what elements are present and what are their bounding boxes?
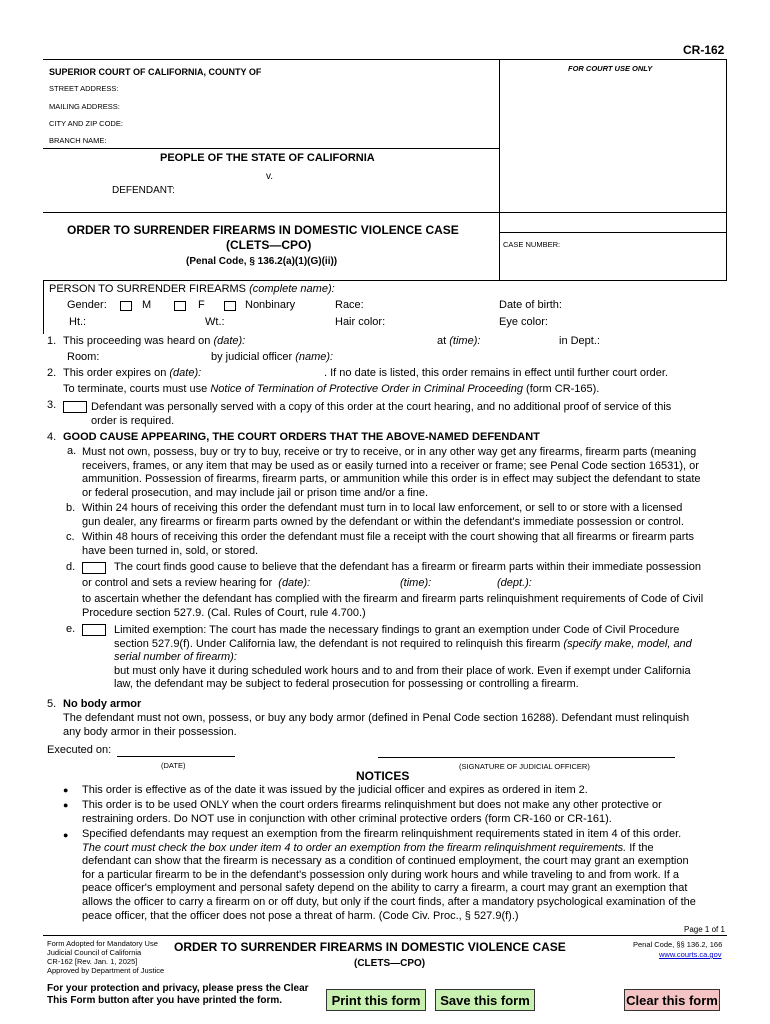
item4e-label: e. bbox=[66, 623, 76, 635]
notice-2: This order is to be used ONLY when the court orders firearms relinquishment but does not make any other protective or restraining orders. Do NOT use in conjunction with other criminal protective orders (form CR-160 or CR-161). bbox=[82, 799, 662, 825]
person-left-border bbox=[43, 281, 44, 334]
item5-text: The defendant must not own, possess, or buy any body armor (defined in Penal Code section 16288). Defendant must relinquish any body armor in their possession. bbox=[63, 712, 690, 738]
parties-bottom-line bbox=[43, 212, 727, 213]
save-form-button[interactable]: Save this form bbox=[435, 989, 535, 1011]
item1-text: This proceeding was heard on (date): bbox=[63, 335, 246, 347]
notice-1: This order is effective as of the date it was issued by the judicial officer and expires as ordered in item 2. bbox=[82, 784, 588, 796]
title-bottom-line bbox=[43, 280, 727, 281]
item4-heading: GOOD CAUSE APPEARING, THE COURT ORDERS THAT THE ABOVE-NAMED DEFENDANT bbox=[63, 431, 540, 443]
item4-number: 4. bbox=[47, 431, 57, 443]
privacy-note: For your protection and privacy, please press the Clear This Form button after you have printed the form. bbox=[47, 983, 309, 1006]
executed-label: Executed on: bbox=[47, 744, 112, 756]
item2-text2: . If no date is listed, this order remains in effect until further court order. bbox=[324, 367, 669, 379]
footer-code: Penal Code, §§ 136.2, 166 bbox=[633, 940, 723, 949]
footer-subtitle: (CLETS—CPO) bbox=[354, 958, 426, 969]
item3-line1: Defendant was personally served with a copy of this order at the court hearing, and no additional proof of service of this bbox=[91, 401, 672, 413]
adopted-text: Form Adopted for Mandatory Use Judicial Council of California CR-162 [Rev. Jan. 1, 2025] Approved by Department of Justice bbox=[47, 939, 165, 975]
top-border bbox=[43, 59, 727, 60]
item4d-line2: or control and sets a review hearing for (date): bbox=[82, 577, 311, 589]
penal-code-ref: (Penal Code, § 136.2(a)(1)(G)(ii)) bbox=[186, 256, 338, 267]
gender-m-label: M bbox=[142, 299, 152, 311]
item3-line2: order is required. bbox=[91, 415, 175, 427]
item4a-label: a. bbox=[67, 445, 77, 457]
item4d-checkbox[interactable] bbox=[82, 562, 106, 574]
item4c-label: c. bbox=[66, 531, 75, 543]
item4d-label: d. bbox=[66, 561, 76, 573]
weight-label: Wt.: bbox=[205, 316, 225, 328]
gender-m-checkbox[interactable] bbox=[120, 301, 132, 311]
item4d-dept: (dept.): bbox=[497, 577, 532, 589]
race-label: Race: bbox=[335, 299, 364, 311]
item3-checkbox[interactable] bbox=[63, 401, 87, 413]
form-id: CR-162 bbox=[683, 43, 725, 57]
page-number: Page 1 of 1 bbox=[684, 925, 725, 934]
versus: v. bbox=[266, 171, 274, 182]
item4a-text: Must not own, possess, buy or try to buy, receive or try to receive, or in any other way get any firearms, firearm parts (meaning receivers, frames, or any item that may be used as or easily turned into a receiver or frame; see Penal Code section 16531), or ammunition. Possession of firearms, firearm parts, or ammunition while this order is in effect may subject the defendant to state or federal prosecution, and may include jail or prison time and/or a fine. bbox=[82, 446, 701, 499]
bullet-icon: ● bbox=[63, 785, 69, 795]
item2-terminate: To terminate, courts must use Notice of Termination of Protective Order in Criminal Proceeding (form CR-165). bbox=[63, 383, 600, 395]
bullet-icon: ● bbox=[63, 800, 69, 810]
notice-3: Specified defendants may request an exemption from the firearm relinquishment requirements stated in item 4 of this order. The court must check the box under item 4 to order an exemption from the firearm relinquishment requirements. If the defendant can show that the firearm is necessary as a condition of continued employment, the court may grant an exemption for a particular firearm to be in the defendant's possession only during work hours and while traveling to and from work. If a peace officer's employment and personal safety depend on the ability to carry a firearm, a court may grant an exemption that allows the officer to carry a firearm on or off duty, but only if the court finds, after a mandatory psychological examination of the peace officer, that the officer does not pose a threat of harm. (Code Civ. Proc., § 527.9(f).) bbox=[82, 828, 696, 922]
date-caption: (DATE) bbox=[161, 761, 186, 770]
item4e-checkbox[interactable] bbox=[82, 624, 106, 636]
item4d-time: (time): bbox=[400, 577, 432, 589]
item2-text: This order expires on (date): bbox=[63, 367, 202, 379]
order-title: ORDER TO SURRENDER FIREARMS IN DOMESTIC VIOLENCE CASE bbox=[67, 223, 459, 237]
height-label: Ht.: bbox=[69, 316, 87, 328]
gender-nonbinary-checkbox[interactable] bbox=[224, 301, 236, 311]
footer-line bbox=[43, 935, 727, 936]
signature-line[interactable] bbox=[378, 757, 675, 758]
gender-nonbinary-label: Nonbinary bbox=[245, 299, 296, 311]
item1-number: 1. bbox=[47, 335, 57, 347]
date-line[interactable] bbox=[117, 756, 235, 757]
item4d-text: to ascertain whether the defendant has complied with the firearm and firearm parts relinquishment requirements of Code of Civil Procedure section 527.9. (Cal. Rules of Court, rule 4.700.) bbox=[82, 593, 704, 619]
court-info-bottom-line bbox=[43, 148, 500, 149]
mailing-address-label: MAILING ADDRESS: bbox=[49, 102, 120, 111]
footer-title: ORDER TO SURRENDER FIREARMS IN DOMESTIC VIOLENCE CASE bbox=[174, 940, 566, 954]
gender-f-label: F bbox=[198, 299, 205, 311]
bullet-icon: ● bbox=[63, 830, 69, 840]
dob-label: Date of birth: bbox=[499, 299, 562, 311]
hair-color-label: Hair color: bbox=[335, 316, 386, 328]
item2-number: 2. bbox=[47, 367, 57, 379]
notices-heading: NOTICES bbox=[356, 769, 410, 783]
item4d-line1: The court finds good cause to believe that the defendant has a firearm or firearm parts within their immediate possession bbox=[114, 561, 701, 573]
item4b-text: Within 24 hours of receiving this order the defendant must turn in to local law enforcement, or sell to or store with a licensed gun dealer, any firearms or firearm parts owned by the defendant or within the defendant's immediate possession or control. bbox=[82, 502, 684, 528]
case-number-label: CASE NUMBER: bbox=[503, 240, 561, 249]
item1-time: at (time): bbox=[437, 335, 481, 347]
eye-color-label: Eye color: bbox=[499, 316, 548, 328]
defendant-label: DEFENDANT: bbox=[112, 185, 175, 196]
order-subtitle: (CLETS—CPO) bbox=[226, 238, 312, 252]
item1-room: Room: bbox=[67, 351, 100, 363]
courts-link[interactable]: www.courts.ca.gov bbox=[659, 950, 722, 959]
court-use-label: FOR COURT USE ONLY bbox=[568, 64, 653, 73]
item4b-label: b. bbox=[66, 502, 76, 514]
people-of-state: PEOPLE OF THE STATE OF CALIFORNIA bbox=[160, 152, 375, 164]
gender-f-checkbox[interactable] bbox=[174, 301, 186, 311]
branch-name-label: BRANCH NAME: bbox=[49, 136, 107, 145]
print-form-button[interactable]: Print this form bbox=[326, 989, 426, 1011]
case-number-top-line bbox=[499, 232, 727, 233]
item1-judicial: by judicial officer (name): bbox=[211, 351, 334, 363]
court-title: SUPERIOR COURT OF CALIFORNIA, COUNTY OF bbox=[49, 67, 262, 77]
item5-number: 5. bbox=[47, 698, 57, 710]
gender-label: Gender: bbox=[67, 299, 107, 311]
person-heading: PERSON TO SURRENDER FIREARMS (complete name): bbox=[49, 283, 335, 295]
item5-heading: No body armor bbox=[63, 698, 142, 710]
item3-number: 3. bbox=[47, 399, 57, 411]
item1-dept: in Dept.: bbox=[559, 335, 600, 347]
city-zip-label: CITY AND ZIP CODE: bbox=[49, 119, 123, 128]
clear-form-button[interactable]: Clear this form bbox=[624, 989, 720, 1011]
court-use-divider bbox=[499, 59, 500, 280]
street-address-label: STREET ADDRESS: bbox=[49, 84, 119, 93]
item4c-text: Within 48 hours of receiving this order the defendant must file a receipt with the court showing that all firearms or firearm parts have been turned in, sold, or stored. bbox=[82, 531, 695, 557]
signature-caption: (SIGNATURE OF JUDICIAL OFFICER) bbox=[459, 762, 590, 771]
item4e-text: Limited exemption: The court has made the necessary findings to grant an exemption under Code of Civil Procedure section 527.9(f). Under California law, the defendant is not required to relinquish this firearm (specify make, model, and serial number of firearm): but must only have it during scheduled work hours and to and from their place of work. Even if exempt under California law, the defendant may be subject to federal prosecution for possessing or controlling a firearm. bbox=[114, 624, 692, 691]
right-border bbox=[726, 59, 727, 280]
